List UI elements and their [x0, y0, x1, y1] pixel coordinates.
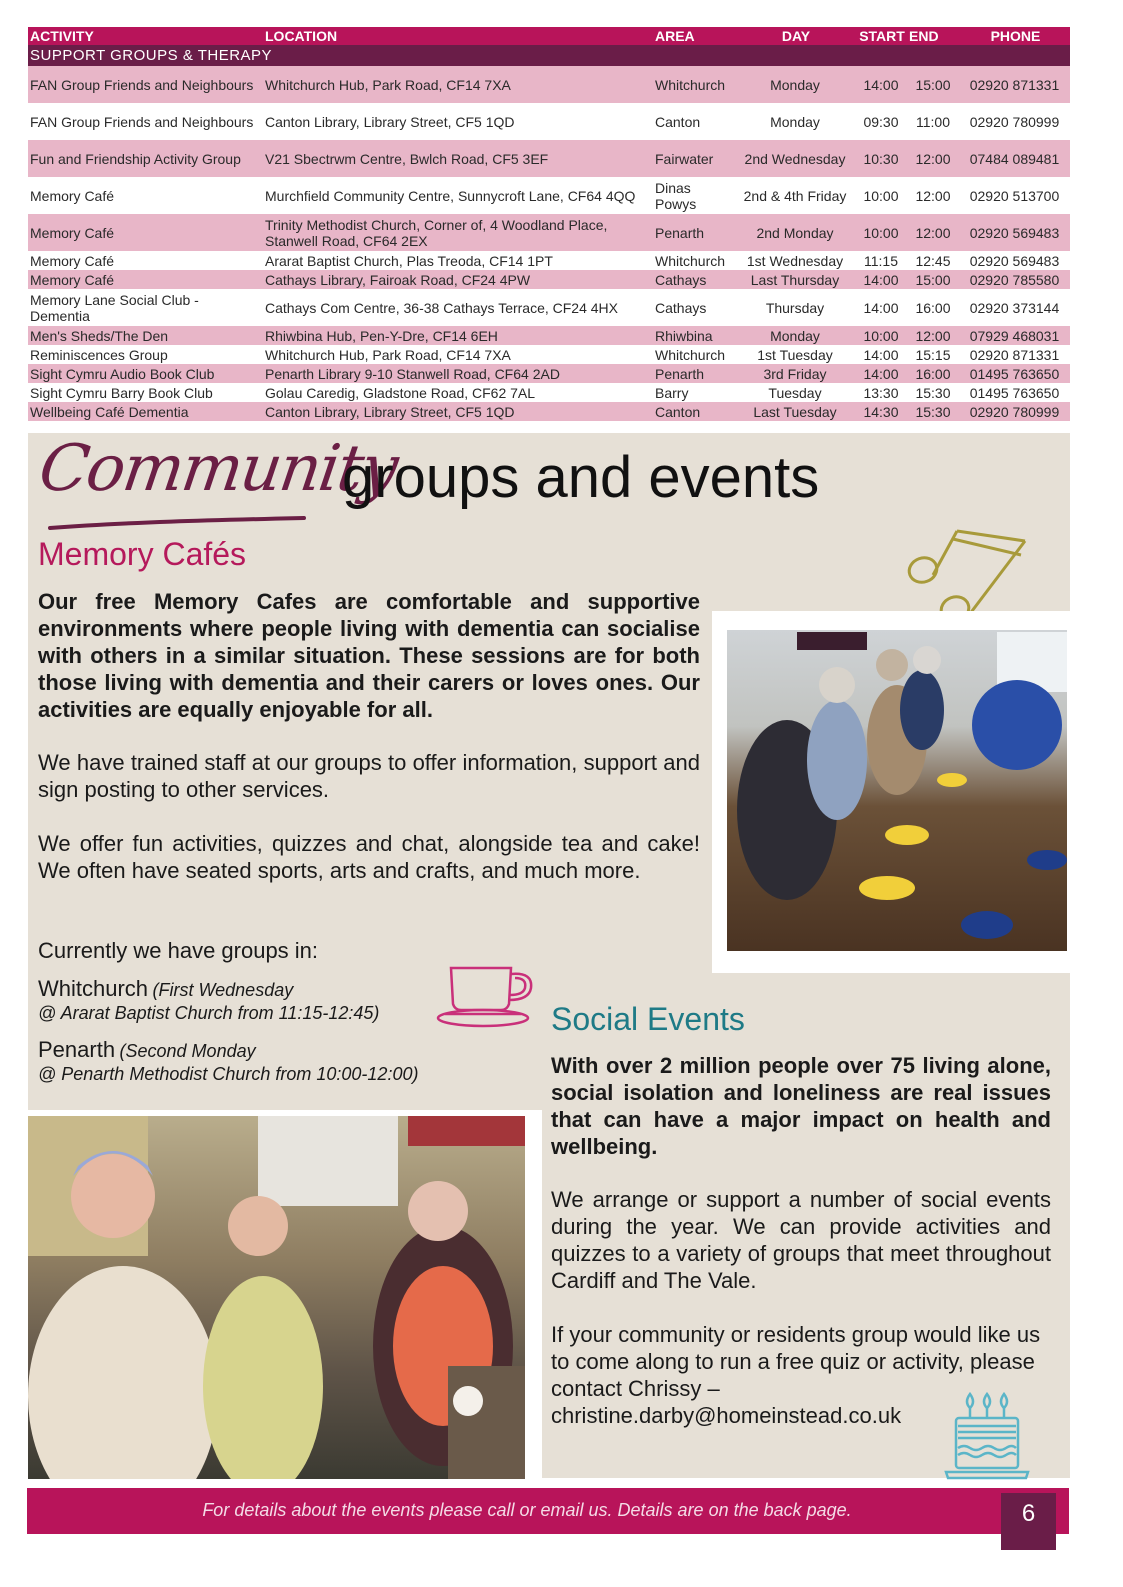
cell-activity: FAN Group Friends and Neighbours — [28, 103, 263, 140]
cell-activity: Memory Lane Social Club - Dementia — [28, 289, 263, 326]
group-where: @ Ararat Baptist Church from 11:15-12:45) — [38, 1003, 380, 1023]
cell-start: 11:15 — [855, 251, 907, 270]
cell-end: 16:00 — [907, 289, 959, 326]
activities-paragraph: We offer fun activities, quizzes and chat, alongside tea and cake! We often have seated sports, arts and crafts, and much more. — [38, 831, 700, 883]
table-row — [28, 177, 1070, 214]
cell-phone: 02920 373144 — [959, 289, 1070, 326]
cell-location: Penarth Library 9-10 Stanwell Road, CF64 2AD — [263, 364, 653, 383]
cell-area: Penarth — [653, 214, 735, 251]
header-start: START — [855, 27, 907, 45]
cell-area: Whitchurch — [653, 251, 735, 270]
cell-day: 1st Wednesday — [735, 251, 855, 270]
cell-phone: 02920 569483 — [959, 214, 1070, 251]
cell-activity: Men's Sheds/The Den — [28, 326, 263, 345]
table-row — [28, 140, 1070, 177]
cell-area: Dinas Powys — [653, 177, 735, 214]
cell-location: Murchfield Community Centre, Sunnycroft Lane, CF64 4QQ — [263, 177, 653, 214]
cell-activity: Memory Café — [28, 214, 263, 251]
header-phone: PHONE — [959, 27, 1070, 45]
cell-location: Whitchurch Hub, Park Road, CF14 7XA — [263, 345, 653, 364]
cell-phone: 07929 468031 — [959, 326, 1070, 345]
header-day: DAY — [735, 27, 855, 45]
cell-location: Golau Caredig, Gladstone Road, CF62 7AL — [263, 383, 653, 402]
cell-area: Fairwater — [653, 140, 735, 177]
cell-phone: 02920 513700 — [959, 177, 1070, 214]
cell-phone: 02920 569483 — [959, 251, 1070, 270]
cell-activity: Fun and Friendship Activity Group — [28, 140, 263, 177]
table-row — [28, 270, 1070, 289]
table-row — [28, 66, 1070, 103]
group-town: Penarth — [38, 1037, 116, 1062]
community-script-title: Community — [34, 432, 401, 506]
cell-phone: 02920 785580 — [959, 270, 1070, 289]
table-row — [28, 214, 1070, 251]
cell-start: 09:30 — [855, 103, 907, 140]
cell-location: Trinity Methodist Church, Corner of, 4 Woodland Place, Stanwell Road, CF64 2EX — [263, 214, 653, 251]
cell-activity: Sight Cymru Barry Book Club — [28, 383, 263, 402]
cell-area: Whitchurch — [653, 66, 735, 103]
cell-end: 12:45 — [907, 251, 959, 270]
cell-phone: 02920 780999 — [959, 103, 1070, 140]
cell-start: 10:00 — [855, 177, 907, 214]
table-row — [28, 402, 1070, 421]
table-row — [28, 345, 1070, 364]
cell-area: Cathays — [653, 289, 735, 326]
table-row — [28, 383, 1070, 402]
cell-day: Tuesday — [735, 383, 855, 402]
cell-day: Monday — [735, 66, 855, 103]
cell-end: 12:00 — [907, 326, 959, 345]
page-number: 6 — [1001, 1493, 1056, 1550]
cell-end: 12:00 — [907, 177, 959, 214]
cell-end: 12:00 — [907, 214, 959, 251]
group-town: Whitchurch — [38, 976, 149, 1001]
group-penarth — [38, 1037, 418, 1085]
groups-intro: Currently we have groups in: — [38, 938, 319, 963]
cell-phone: 01495 763650 — [959, 364, 1070, 383]
cell-area: Whitchurch — [653, 345, 735, 364]
contact-text: If your community or residents group would like us to come along to run a free quiz or activity, please contact Chrissy – — [551, 1322, 1041, 1401]
cell-day: 1st Tuesday — [735, 345, 855, 364]
music-note-icon — [905, 525, 1030, 620]
cell-activity: Sight Cymru Audio Book Club — [28, 364, 263, 383]
memory-cafe-intro: Our free Memory Cafes are comfortable and supportive environments where people living with dementia can socialise with others in a similar situation. These sessions are for both those living with dementia and their carers or loves ones. Our activities are equally enjoyable for all. — [38, 589, 700, 722]
cell-start: 14:00 — [855, 289, 907, 326]
script-underline-decoration — [48, 516, 308, 532]
table-row — [28, 364, 1070, 383]
cell-activity: Memory Café — [28, 270, 263, 289]
cell-end: 15:15 — [907, 345, 959, 364]
header-activity: ACTIVITY — [28, 27, 263, 45]
cell-area: Rhiwbina — [653, 326, 735, 345]
group-when: (First Wednesday — [152, 980, 294, 1000]
cell-location: Canton Library, Library Street, CF5 1QD — [263, 402, 653, 421]
activities-table — [28, 27, 1070, 421]
teacup-icon — [435, 962, 535, 1032]
cell-location: Canton Library, Library Street, CF5 1QD — [263, 103, 653, 140]
table-row — [28, 326, 1070, 345]
ladies-illustration — [28, 1116, 525, 1479]
cell-activity: Wellbeing Café Dementia — [28, 402, 263, 421]
cell-start: 10:00 — [855, 214, 907, 251]
cell-day: Last Thursday — [735, 270, 855, 289]
header-end: END — [907, 27, 959, 45]
cell-phone: 02920 871331 — [959, 66, 1070, 103]
cell-end: 15:00 — [907, 66, 959, 103]
photo-seated-sports — [727, 630, 1067, 951]
cell-start: 14:30 — [855, 402, 907, 421]
cell-day: 3rd Friday — [735, 364, 855, 383]
cell-end: 16:00 — [907, 364, 959, 383]
cell-phone: 01495 763650 — [959, 383, 1070, 402]
cell-location: Cathays Com Centre, 36-38 Cathays Terrace, CF24 4HX — [263, 289, 653, 326]
group-when: (Second Monday — [119, 1041, 256, 1061]
cell-location: Whitchurch Hub, Park Road, CF14 7XA — [263, 66, 653, 103]
photo-group-ladies — [28, 1116, 525, 1479]
section-title: SUPPORT GROUPS & THERAPY — [28, 45, 1070, 66]
cell-area: Cathays — [653, 270, 735, 289]
cell-area: Penarth — [653, 364, 735, 383]
cell-start: 14:00 — [855, 270, 907, 289]
cell-day: Monday — [735, 103, 855, 140]
cell-phone: 07484 089481 — [959, 140, 1070, 177]
cell-start: 14:00 — [855, 364, 907, 383]
footer-text: For details about the events please call or email us. Details are on the back page. — [202, 1500, 852, 1520]
cell-day: 2nd Wednesday — [735, 140, 855, 177]
cell-day: 2nd Monday — [735, 214, 855, 251]
cell-start: 10:30 — [855, 140, 907, 177]
page-title: groups and events — [342, 445, 820, 510]
cell-area: Canton — [653, 103, 735, 140]
social-events-heading: Social Events — [551, 1001, 745, 1037]
cell-start: 10:00 — [855, 326, 907, 345]
footer-bar — [27, 1488, 1069, 1534]
contact-email-link[interactable]: christine.darby@homeinstead.co.uk — [551, 1403, 902, 1428]
cell-location: Ararat Baptist Church, Plas Treoda, CF14 1PT — [263, 251, 653, 270]
cell-day: Monday — [735, 326, 855, 345]
cell-start: 13:30 — [855, 383, 907, 402]
header-location: LOCATION — [263, 27, 653, 45]
table-header-row — [28, 27, 1070, 45]
group-whitchurch — [38, 976, 379, 1024]
table-row — [28, 103, 1070, 140]
cell-activity: Reminiscences Group — [28, 345, 263, 364]
social-intro: With over 2 million people over 75 living alone, social isolation and loneliness are real issues that can have a major impact on health and wellbeing. — [551, 1053, 1051, 1159]
cell-area: Canton — [653, 402, 735, 421]
table-row — [28, 251, 1070, 270]
cell-end: 15:00 — [907, 270, 959, 289]
cell-day: Thursday — [735, 289, 855, 326]
birthday-cake-icon — [942, 1392, 1032, 1482]
header-area: AREA — [653, 27, 735, 45]
cell-location: V21 Sbectrwm Centre, Bwlch Road, CF5 3EF — [263, 140, 653, 177]
cell-day: Last Tuesday — [735, 402, 855, 421]
cell-day: 2nd & 4th Friday — [735, 177, 855, 214]
cell-start: 14:00 — [855, 66, 907, 103]
arrange-paragraph: We arrange or support a number of social events during the year. We can provide activities and quizzes to a variety of groups that meet throughout Cardiff and The Vale. — [551, 1187, 1051, 1293]
cell-area: Barry — [653, 383, 735, 402]
cell-location: Rhiwbina Hub, Pen-Y-Dre, CF14 6EH — [263, 326, 653, 345]
memory-cafes-heading: Memory Cafés — [38, 536, 247, 572]
seated-sports-illustration — [727, 630, 1067, 951]
section-row — [28, 45, 1070, 66]
cell-location: Cathays Library, Fairoak Road, CF24 4PW — [263, 270, 653, 289]
cell-activity: Memory Café — [28, 177, 263, 214]
table-row — [28, 289, 1070, 326]
group-where: @ Penarth Methodist Church from 10:00-12:00) — [38, 1064, 419, 1084]
cell-start: 14:00 — [855, 345, 907, 364]
cell-end: 11:00 — [907, 103, 959, 140]
cell-activity: Memory Café — [28, 251, 263, 270]
cell-end: 15:30 — [907, 402, 959, 421]
staff-paragraph: We have trained staff at our groups to offer information, support and sign posting to other services. — [38, 750, 700, 802]
cell-end: 12:00 — [907, 140, 959, 177]
cell-phone: 02920 780999 — [959, 402, 1070, 421]
cell-phone: 02920 871331 — [959, 345, 1070, 364]
cell-activity: FAN Group Friends and Neighbours — [28, 66, 263, 103]
cell-end: 15:30 — [907, 383, 959, 402]
